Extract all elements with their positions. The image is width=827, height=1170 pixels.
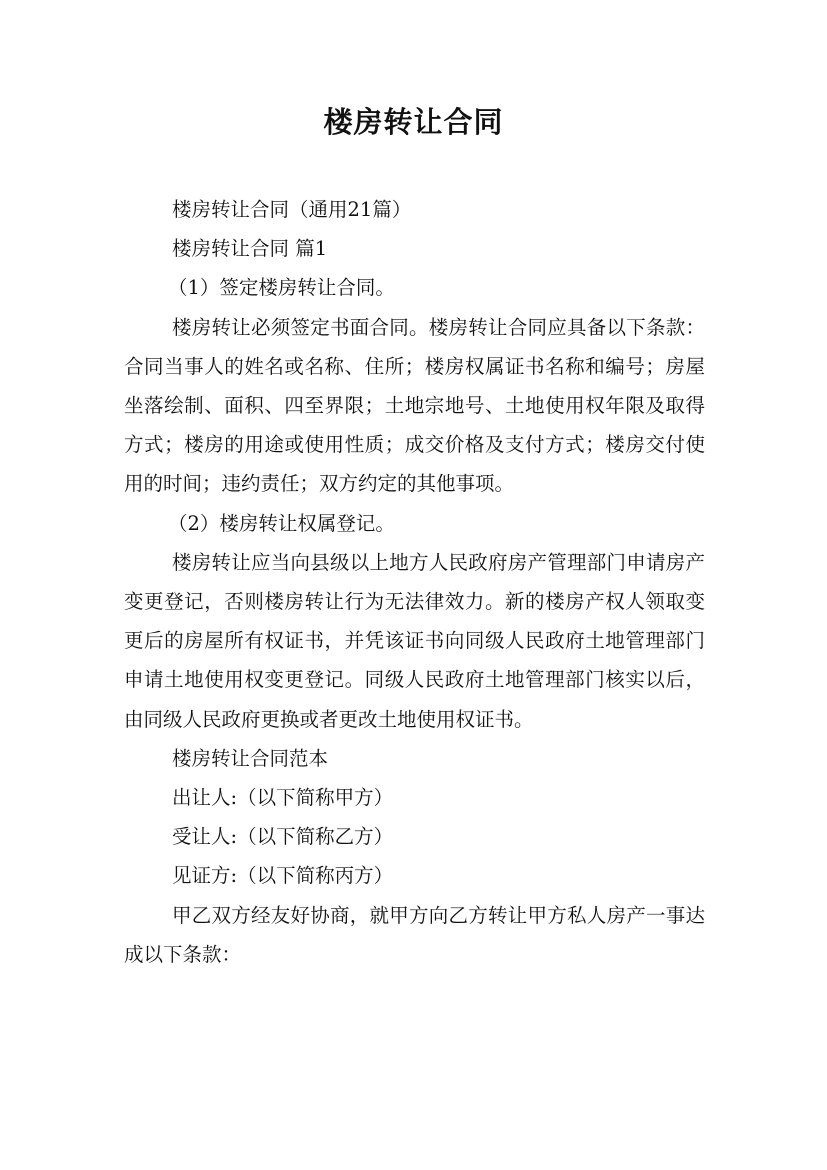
paragraph-collection-title: 楼房转让合同（通用21篇） [172, 198, 412, 221]
paragraph-section-heading: 楼房转让合同 篇1 [172, 237, 328, 261]
paragraph-registration: 楼房转让应当向县级以上地方人民政府房产管理部门申请房产变更登记，否则楼房转让行为无法律效力。新的楼房产权人领取变更后的房屋所有权证书，并凭该证书向同级人民政府土地管理部门申请土地使用权变更登记。同级人民政府土地管理部门核实以后，由同级人民政府更换或者更改土地使用权证书。 [124, 550, 705, 731]
document-title: 楼房转让合同 [323, 105, 504, 139]
paragraph-transferee: 受让人:（以下简称乙方） [172, 825, 394, 849]
paragraph-template-heading: 楼房转让合同范本 [172, 746, 329, 770]
paragraph-step-2: （2）楼房转让权属登记。 [168, 511, 395, 535]
paragraph-contract-terms: 楼房转让必须签定书面合同。楼房转让合同应具备以下条款：合同当事人的姓名或名称、住所；楼房权属证书名称和编号；房屋坐落绘制、面积、四至界限；土地宗地号、土地使用权年限及取得方式；楼房的用途或使用性质；成交价格及支付方式；楼房交付使用的时间；违约责任；双方约定的其他事项。 [124, 315, 705, 496]
document-body [124, 190, 705, 974]
paragraph-step-1: （1）签定楼房转让合同。 [168, 276, 395, 300]
paragraph-transferor: 出让人:（以下简称甲方） [172, 786, 394, 810]
paragraph-agreement-intro: 甲乙双方经友好协商，就甲方向乙方转让甲方私人房产一事达成以下条款： [124, 903, 705, 966]
paragraph-witness: 见证方:（以下简称丙方） [172, 864, 394, 888]
